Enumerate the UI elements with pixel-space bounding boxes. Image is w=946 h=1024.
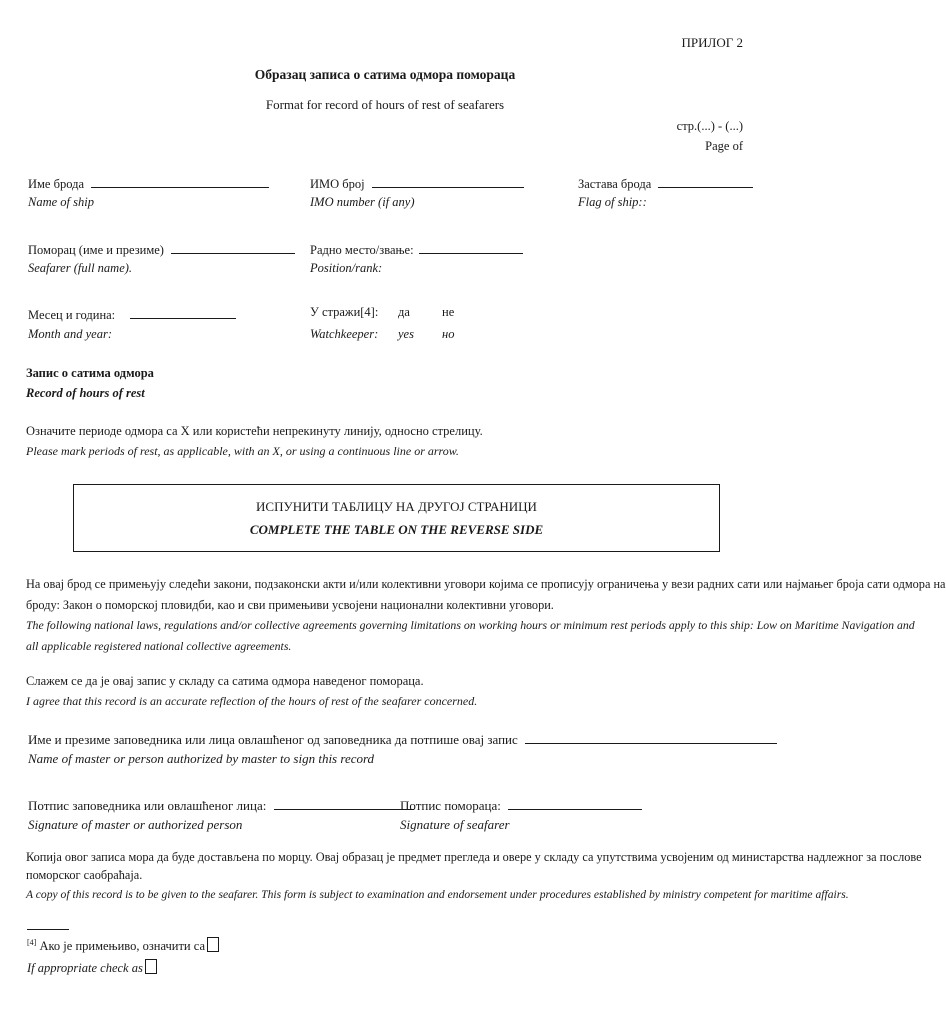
position-field[interactable] — [310, 241, 523, 257]
laws-text-2: броду: Закон о поморској пловидби, као и сви примењиви усвојени национални колективни уговори. — [26, 598, 554, 612]
laws-text-en-1: The following national laws, regulations and/or collective agreements governing limitations on working hours or minimum rest periods apply to this ship: Low on Maritime Navigation and — [26, 618, 915, 632]
master-name-line[interactable] — [525, 731, 777, 744]
agreement-text-en: I agree that this record is an accurate reflection of the hours of rest of the seafarer concerned. — [26, 694, 478, 708]
flag-label: Застава брода — [578, 177, 652, 191]
copy-text-1: Копија овог записа мора да буде достављена по морцу. Овај образац је предмет прегледа и овере у складу са упутствима усвојеним од министарства надлежног за послове — [26, 850, 922, 864]
seafarer-label: Поморац (име и презиме) — [28, 243, 164, 257]
reverse-side-notice-text: ИСПУНИТИ ТАБЛИЦУ НА ДРУГОЈ СТРАНИЦИ — [256, 499, 537, 514]
seafarer-field[interactable] — [28, 241, 295, 257]
footnote-mark: [4] — [27, 937, 37, 947]
footnote-en — [27, 959, 157, 975]
page-of: Page of — [705, 139, 743, 153]
laws-text-en-2: all applicable registered national collective agreements. — [26, 639, 292, 653]
footnote-divider — [27, 929, 69, 930]
yes-option[interactable]: да — [398, 305, 410, 319]
copy-text-en: A copy of this record is to be given to the seafarer. This form is subject to examination and endorsement under procedures established by ministry competent for maritime affairs. — [26, 888, 849, 901]
month-label-en: Month and year: — [28, 327, 113, 341]
seafarer-line[interactable] — [171, 241, 295, 254]
footnote-checkbox-en[interactable] — [145, 959, 157, 974]
ship-name-label: Име брода — [28, 177, 85, 191]
no-option[interactable]: не — [442, 305, 455, 319]
master-signature-label-en: Signature of master or authorized person — [28, 817, 243, 832]
watchkeeper-label-en: Watchkeeper: — [310, 327, 379, 341]
imo-field[interactable] — [310, 175, 524, 191]
annex-label: ПРИЛОГ 2 — [681, 35, 743, 50]
agreement-text: Слажем се да је овај запис у складу са сатима одмора наведеног помораца. — [26, 674, 424, 688]
record-heading-en: Record of hours of rest — [26, 386, 145, 400]
flag-field[interactable] — [578, 175, 753, 191]
reverse-side-notice — [73, 484, 720, 552]
imo-label-en: IMO number (if any) — [310, 195, 415, 209]
ship-name-line[interactable] — [91, 175, 269, 188]
footnote-text-en: If appropriate check as — [27, 961, 143, 975]
seafarer-signature-label-en: Signature of seafarer — [400, 817, 510, 832]
master-signature-line[interactable] — [274, 797, 414, 810]
imo-label: ИМО број — [310, 177, 365, 191]
footnote — [27, 937, 219, 953]
footnote-text: Ако је примењиво, означити са — [36, 939, 205, 953]
flag-label-en: Flag of ship:: — [578, 195, 647, 209]
seafarer-label-en: Seafarer (full name). — [28, 261, 133, 275]
master-signature-label: Потпис заповедника или овлашћеног лица: — [28, 798, 267, 813]
imo-line[interactable] — [372, 175, 524, 188]
copy-text-2: поморског саобраћаја. — [26, 868, 143, 882]
yes-option-en: yes — [398, 327, 414, 341]
seafarer-signature-label: Потпис помораца: — [400, 798, 501, 813]
laws-text-1: На овај брод се примењују следећи закони, подзаконски акти и/или колективни уговори којима се прописују ограничења у вези радних сати или најмањег броја сати одмора на — [26, 577, 946, 591]
seafarer-signature-field[interactable] — [400, 797, 642, 812]
master-name-field[interactable] — [28, 731, 777, 746]
watchkeeper-label: У стражи[4]: — [310, 305, 379, 319]
master-name-label-en: Name of master or person authorized by master to sign this record — [28, 751, 375, 766]
flag-line[interactable] — [658, 175, 753, 188]
form-title: Образац записа о сатима одмора помораца — [254, 67, 516, 82]
month-line[interactable] — [130, 306, 236, 319]
form-subtitle: Format for record of hours of rest of seafarers — [265, 97, 505, 112]
instructions: Означите периоде одмора са X или користећи непрекинуту линију, односно стрелицу. — [26, 424, 483, 438]
master-signature-field[interactable] — [28, 797, 414, 812]
reverse-side-notice-text-en: COMPLETE THE TABLE ON THE REVERSE SIDE — [249, 522, 544, 537]
position-label: Радно место/звање: — [310, 243, 414, 257]
seafarer-signature-line[interactable] — [508, 797, 642, 810]
instructions-en: Please mark periods of rest, as applicable, with an X, or using a continuous line or arrow. — [26, 444, 459, 458]
no-option-en: но — [442, 327, 455, 341]
month-label: Месец и година: — [28, 308, 116, 322]
month-field[interactable] — [28, 306, 236, 322]
master-name-label: Име и презиме заповедника или лица овлашћеног од заповедника да потпише овај запис — [28, 732, 518, 747]
ship-name-field[interactable] — [28, 175, 269, 191]
record-heading: Запис о сатима одмора — [26, 366, 154, 380]
position-label-en: Position/rank: — [310, 261, 383, 275]
ship-name-label-en: Name of ship — [28, 195, 94, 209]
page-range: стр.(...) - (...) — [676, 119, 743, 133]
position-line[interactable] — [419, 241, 523, 254]
footnote-checkbox[interactable] — [207, 937, 219, 952]
